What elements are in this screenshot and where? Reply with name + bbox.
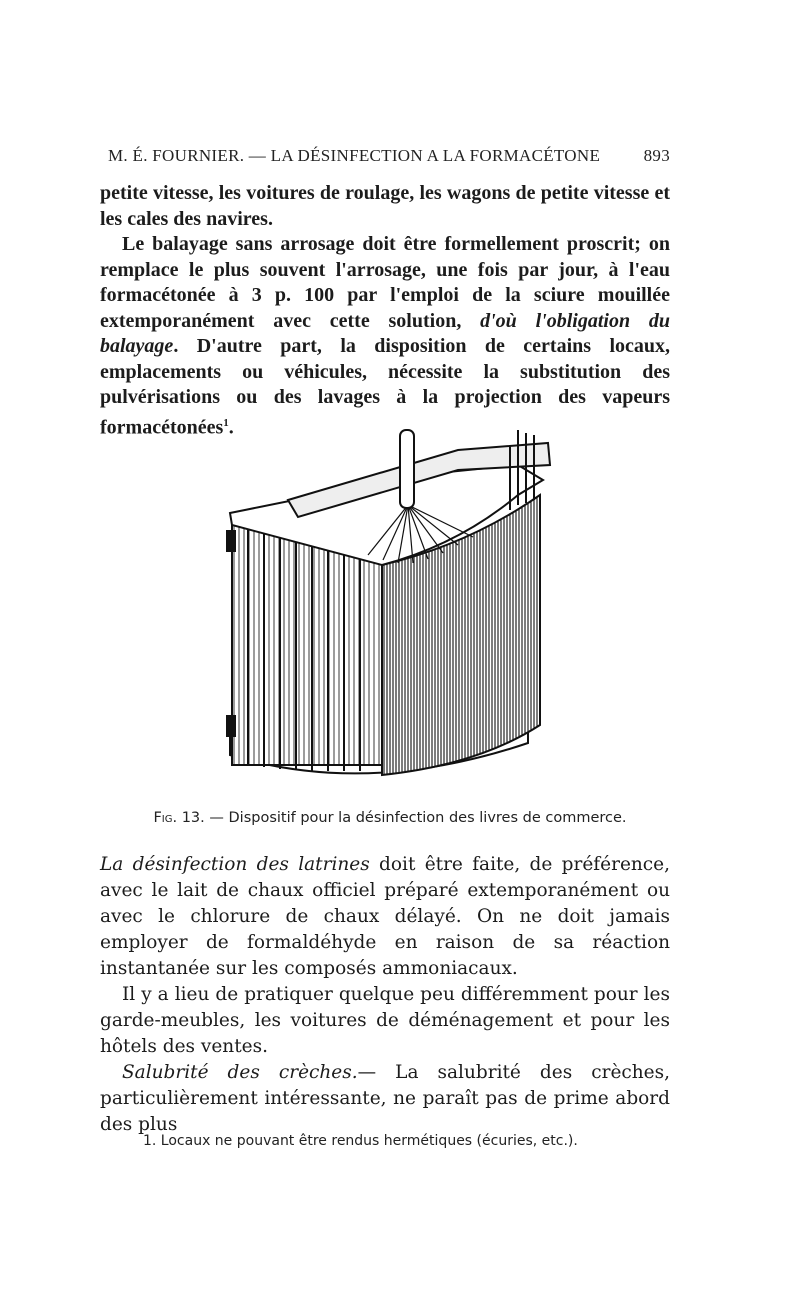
figure-caption-text: — Dispositif pour la désinfection des livres de commerce. <box>204 810 627 826</box>
paragraph-latrines-rest: doit être faite, de préférence, avec le lait de chaux officiel préparé extemporanément ou avec le chlorure de chaux délayé. On ne doit jamais employer de formaldéhyde en raison de sa réaction instantanée sur les composés ammoniacaux. <box>100 854 670 979</box>
figure-book-disinfection-device <box>218 425 566 790</box>
running-head-title: M. É. FOURNIER. — LA DÉSINFECTION A LA FORMACÉTONE <box>108 146 601 165</box>
page-number: 893 <box>643 146 670 165</box>
figure-caption <box>110 810 670 826</box>
paragraph-balayage <box>100 232 670 441</box>
paragraph-period: . <box>228 416 234 439</box>
paragraph-garde-meubles: Il y a lieu de pratiquer quelque peu différemment pour les garde-meubles, les voitures de déménagement et pour les hôtels des ventes. <box>100 984 670 1057</box>
footnote: 1. Locaux ne pouvant être rendus hermétiques (écuries, etc.). <box>143 1133 578 1149</box>
paragraph-creches <box>100 1060 670 1138</box>
footnote-ref: 1 <box>223 416 229 429</box>
emphasis-latrines: La désinfection des latrines <box>100 854 370 875</box>
emphasis-obligation: d'où l'obligation du balayage <box>100 309 670 357</box>
paragraph-latrines <box>100 852 670 982</box>
figure-label: Fig. 13. <box>153 810 205 826</box>
emphasis-creches: Salubrité des crèches. <box>122 1062 358 1083</box>
paragraph-creches-rest: — La salubrité des crèches, particulièrement intéressante, ne paraît pas de prime abord des plus <box>100 1062 670 1135</box>
paragraph-continuation: petite vitesse, les voitures de roulage, les wagons de petite vitesse et les cales des navires. <box>100 182 670 230</box>
paragraph-balayage-start: Le balayage sans arrosage doit être formellement proscrit; on remplace le plus souvent l'arrosage, une fois par jour, à l'eau formacétonée à 3 p. 100 par l'emploi de la sciure mouillée extemporanément avec cette solution, <box>100 233 670 332</box>
paragraph-balayage-end: . D'autre part, la disposition de certains locaux, emplacements ou véhicules, nécessite la substitution des pulvérisations ou des lavages à la projection des vapeurs formacétonées <box>100 335 670 439</box>
text-block-bottom <box>100 852 670 1138</box>
text-block-top <box>100 181 670 441</box>
